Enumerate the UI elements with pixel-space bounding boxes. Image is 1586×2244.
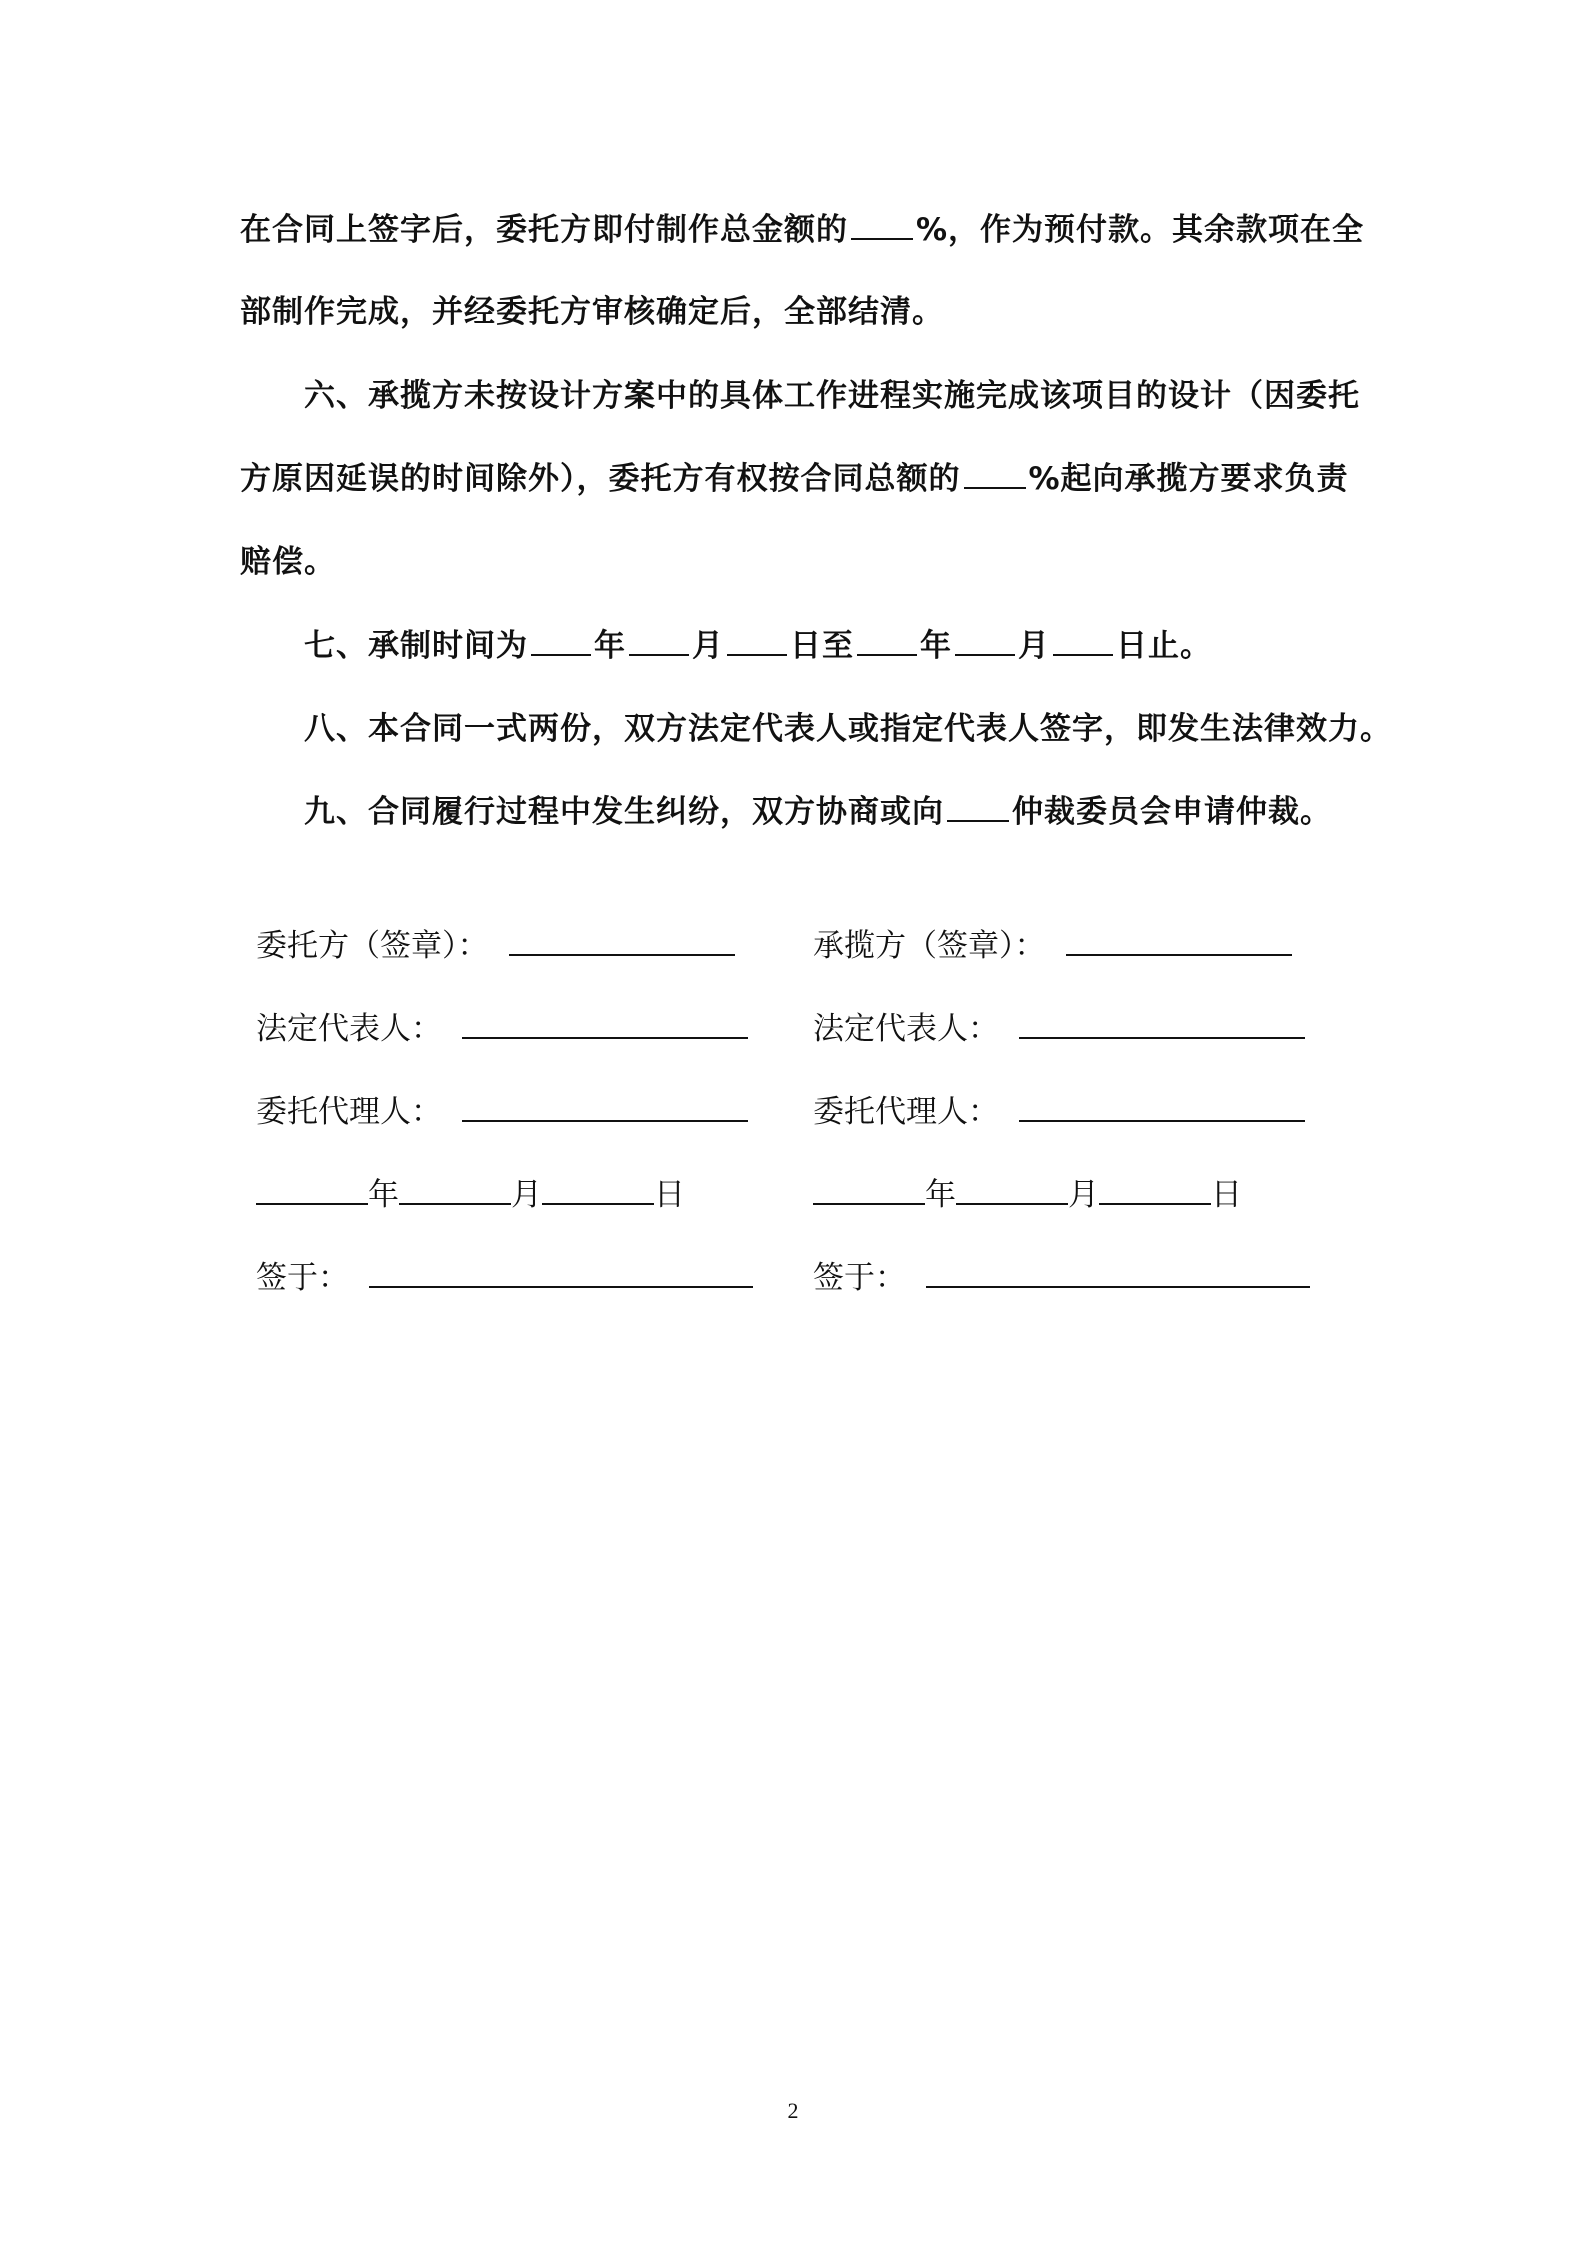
- clause-6-text-cont: 方原因延误的时间除外），委托方有权按合同总额的: [240, 461, 961, 497]
- clause-6-line-1: [240, 376, 1360, 416]
- client-legal-rep-line: [462, 1009, 748, 1039]
- agent-label: 委托代理人：: [813, 1094, 999, 1130]
- contractor-year-blank: [813, 1175, 925, 1205]
- month-label: 月: [511, 1177, 542, 1213]
- year-label: 年: [920, 628, 952, 664]
- left-date: [256, 1175, 685, 1215]
- day-end-label: 日止。: [1116, 628, 1212, 664]
- right-signed-at: [813, 1258, 1310, 1298]
- right-agent: [813, 1092, 1305, 1132]
- contractor-legal-rep-line: [1019, 1009, 1305, 1039]
- end-month-blank: [955, 628, 1015, 656]
- day-label: 日: [654, 1177, 685, 1213]
- prepayment-percent-blank: [851, 212, 913, 240]
- clause-9-text: 九、合同履行过程中发生纠纷，双方协商或向: [304, 794, 944, 830]
- right-legal-rep: [813, 1009, 1305, 1049]
- end-year-blank: [857, 628, 917, 656]
- start-year-blank: [531, 628, 591, 656]
- penalty-percent-blank: [964, 461, 1026, 489]
- page-number: 2: [787, 2098, 799, 2123]
- clause-6-text-end: 赔偿。: [240, 544, 336, 580]
- contractor-party-label: 承揽方（签章）：: [813, 928, 1046, 964]
- day-label: 日: [1211, 1177, 1242, 1213]
- clause-8: [240, 709, 1392, 749]
- left-legal-rep: [256, 1009, 748, 1049]
- clause-6-text-cont2: %起向承揽方要求负责: [1028, 461, 1349, 497]
- contractor-month-blank: [956, 1175, 1068, 1205]
- start-month-blank: [629, 628, 689, 656]
- clause-6-line-3: [240, 542, 336, 582]
- clause-5-line-2: [240, 292, 944, 332]
- clause-7-text: 七、承制时间为: [304, 628, 528, 664]
- clause-6-text: 六、承揽方未按设计方案中的具体工作进程实施完成该项目的设计（因委托: [304, 378, 1360, 414]
- year-label: 年: [594, 628, 626, 664]
- contractor-agent-line: [1019, 1092, 1305, 1122]
- client-year-blank: [256, 1175, 368, 1205]
- clause-5-text: 在合同上签字后，委托方即付制作总金额的: [240, 212, 848, 248]
- client-month-blank: [399, 1175, 511, 1205]
- right-date: [813, 1175, 1242, 1215]
- arbitration-committee-blank: [947, 794, 1009, 822]
- agent-label: 委托代理人：: [256, 1094, 442, 1130]
- clause-5-line-1: [240, 210, 1364, 250]
- clause-9-text-cont: 仲裁委员会申请仲裁。: [1012, 794, 1332, 830]
- contractor-signed-at-line: [926, 1258, 1310, 1288]
- clause-9: [240, 792, 1332, 832]
- clause-5-text-cont: %，作为预付款。其余款项在全: [916, 212, 1365, 248]
- left-party-signature: [256, 926, 735, 966]
- contractor-day-blank: [1099, 1175, 1211, 1205]
- legal-rep-label: 法定代表人：: [256, 1011, 442, 1047]
- left-agent: [256, 1092, 748, 1132]
- day-to-label: 日至: [790, 628, 854, 664]
- clause-8-text: 八、本合同一式两份，双方法定代表人或指定代表人签字，即发生法律效力。: [304, 711, 1392, 747]
- month-label: 月: [1018, 628, 1050, 664]
- end-day-blank: [1053, 628, 1113, 656]
- year-label: 年: [925, 1177, 956, 1213]
- client-seal-line: [509, 926, 735, 956]
- client-day-blank: [542, 1175, 654, 1205]
- left-signed-at: [256, 1258, 753, 1298]
- client-party-label: 委托方（签章）：: [256, 928, 489, 964]
- month-label: 月: [692, 628, 724, 664]
- month-label: 月: [1068, 1177, 1099, 1213]
- client-signed-at-line: [369, 1258, 753, 1288]
- legal-rep-label: 法定代表人：: [813, 1011, 999, 1047]
- clause-6-line-2: [240, 459, 1349, 499]
- client-agent-line: [462, 1092, 748, 1122]
- right-party-signature: [813, 926, 1292, 966]
- year-label: 年: [368, 1177, 399, 1213]
- contractor-seal-line: [1066, 926, 1292, 956]
- signed-at-label: 签于：: [256, 1260, 349, 1296]
- clause-7: [240, 626, 1212, 666]
- start-day-blank: [727, 628, 787, 656]
- signed-at-label: 签于：: [813, 1260, 906, 1296]
- clause-5-text-end: 部制作完成，并经委托方审核确定后，全部结清。: [240, 294, 944, 330]
